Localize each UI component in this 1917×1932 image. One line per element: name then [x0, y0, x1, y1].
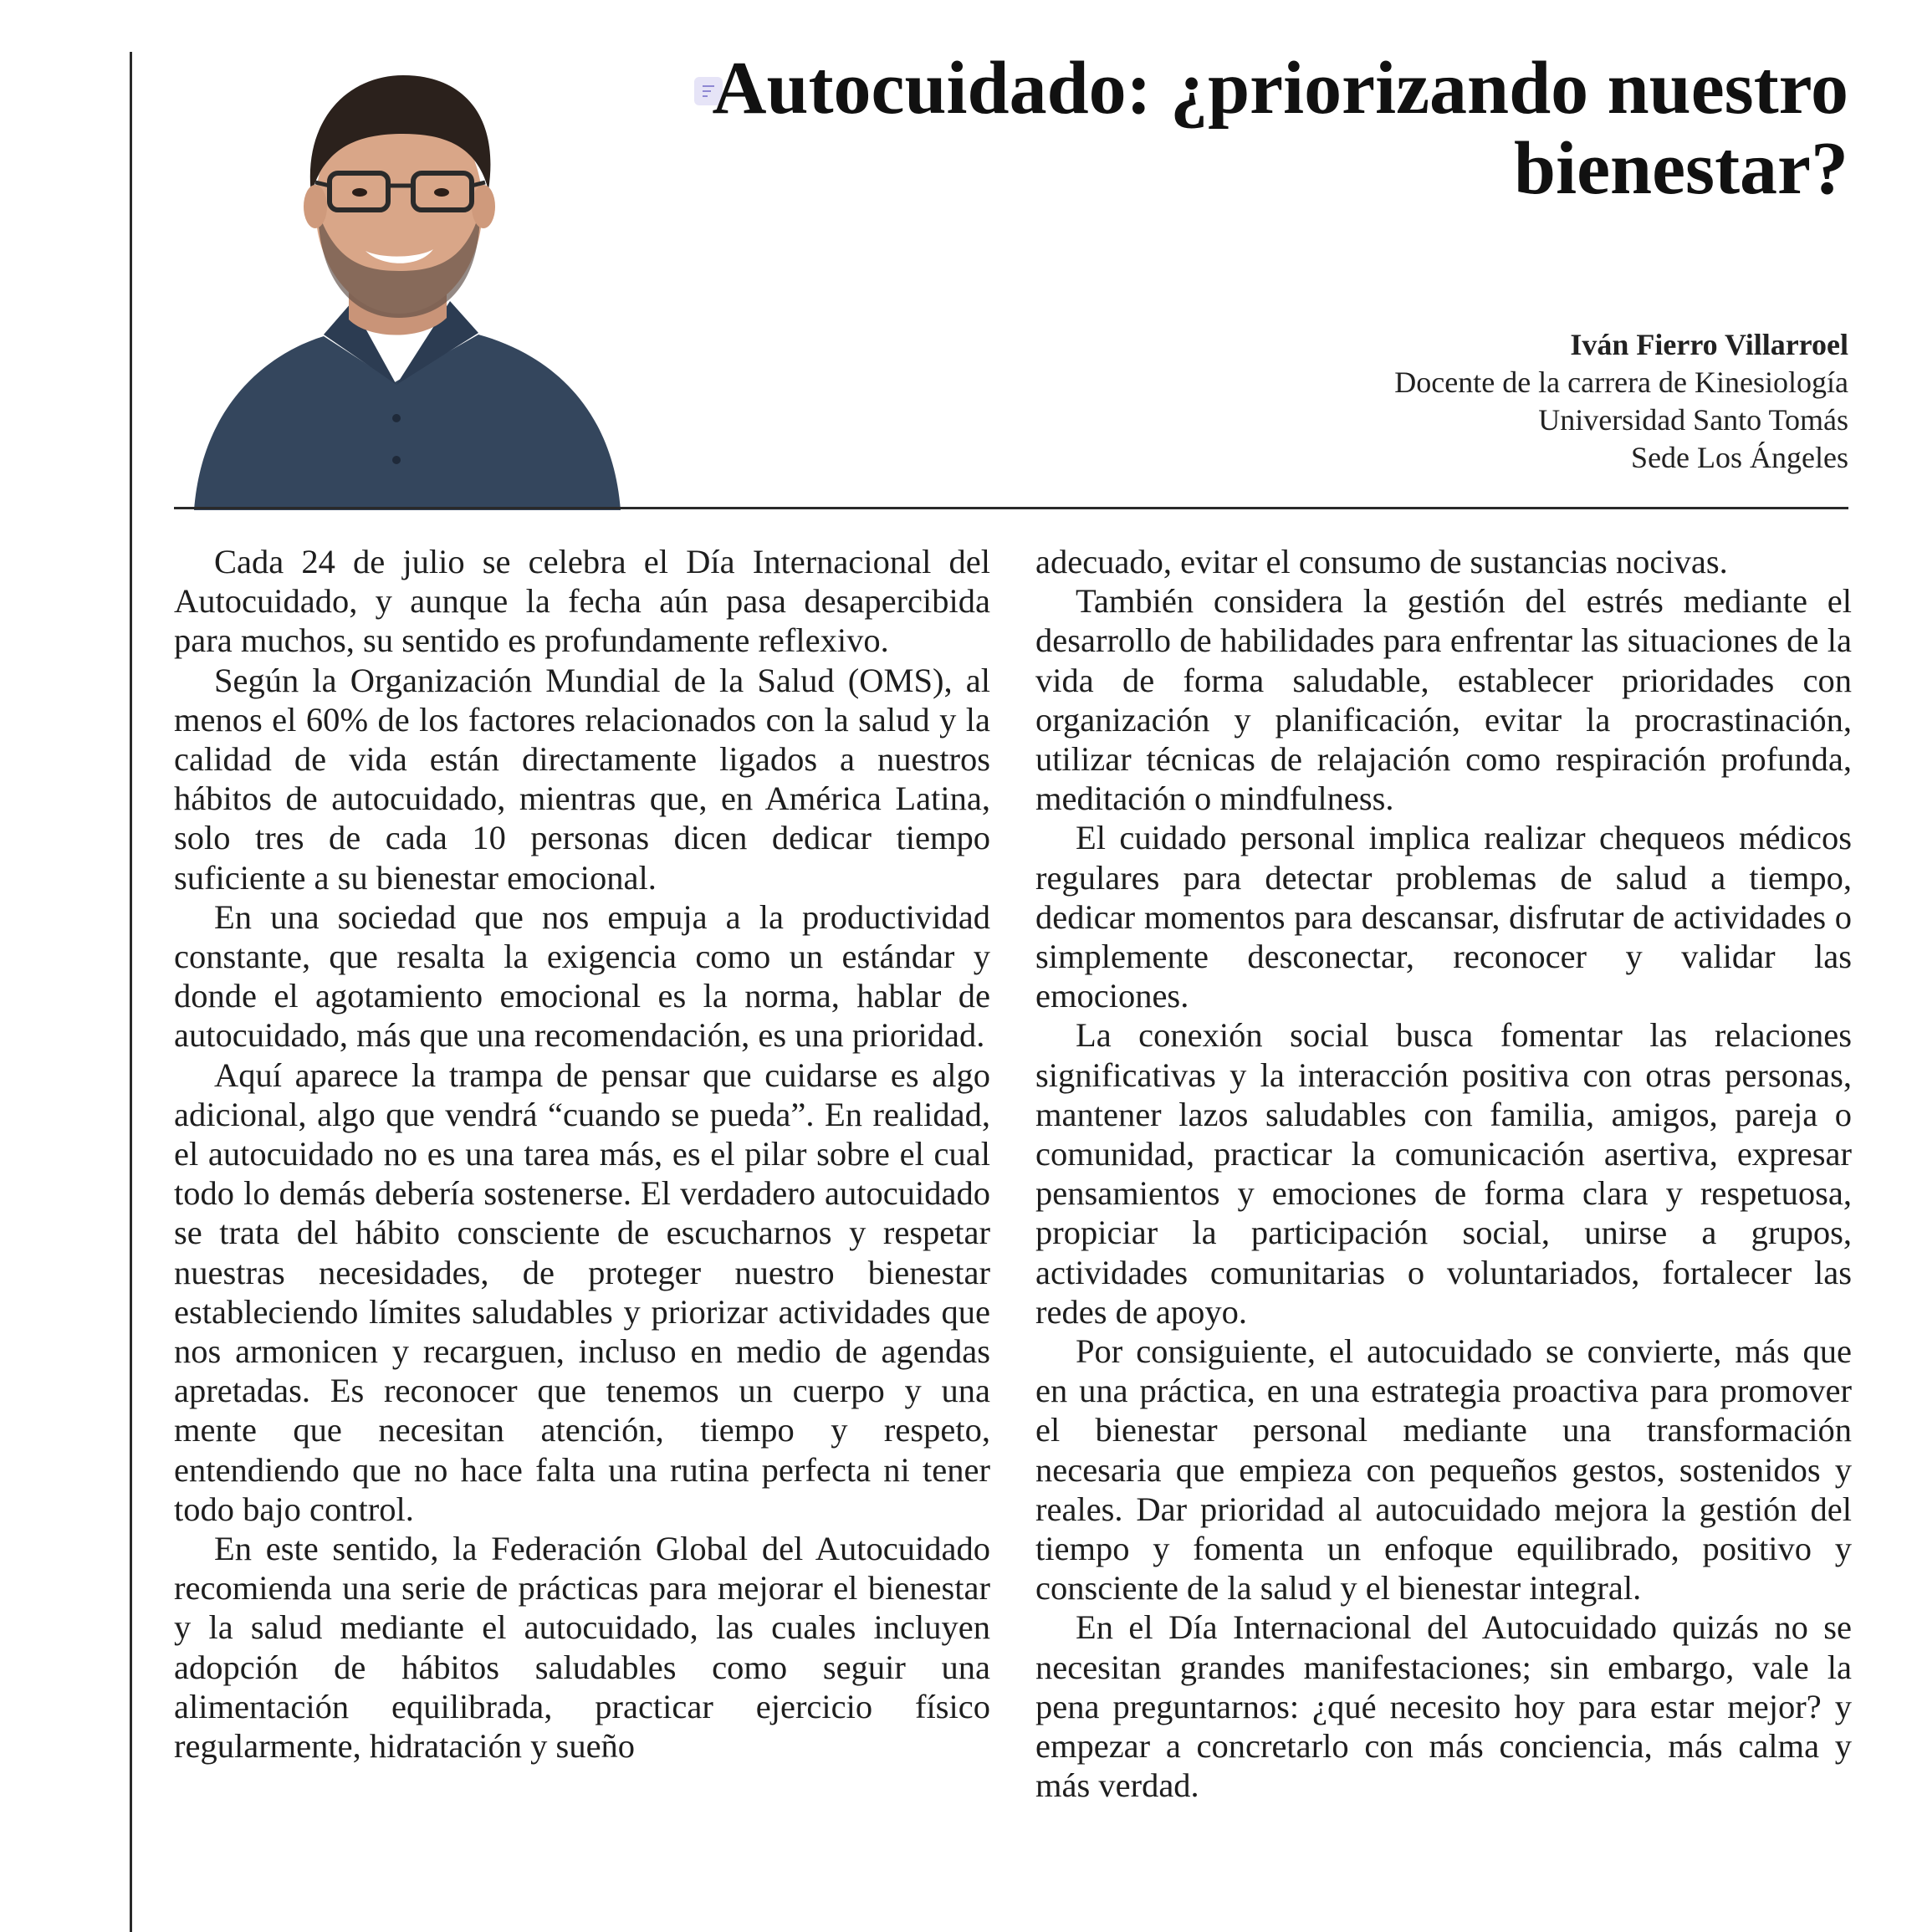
header-divider [174, 507, 1848, 509]
paragraph: Cada 24 de julio se celebra el Día Internacional del Autocuidado, y aunque la fecha aún pasa desapercibida para muchos, su sentido es profundamente reflexivo. [174, 543, 990, 660]
paragraph: En el Día Internacional del Autocuidado quizás no se necesitan grandes manifestaciones; sin embargo, vale la pena preguntarnos: ¿qué necesito hoy para estar mejor? y empezar a concretarlo con más conciencia, más calma y más verdad. [1035, 1608, 1852, 1805]
author-name: Iván Fierro Villarroel [1570, 328, 1848, 361]
article-column-left [174, 542, 990, 1766]
paragraph: En este sentido, la Federación Global del Autocuidado recomienda una serie de prácticas para mejorar el bienestar y la salud mediante el autocuidado, las cuales incluyen adopción de hábitos saludables como seguir una alimentación equilibrada, practicar ejercicio físico regularmente, hidratación y sueño [174, 1530, 990, 1766]
author-byline [1394, 326, 1848, 477]
article-column-right [1035, 542, 1852, 1806]
paragraph: Por consiguiente, el autocuidado se convierte, más que en una práctica, en una estrategia proactiva para promover el bienestar personal mediante una transformación necesaria que empieza con pequeños gestos, sostenidos y reales. Dar prioridad al autocuidado mejora la gestión del tiempo y fomenta un enfoque equilibrado, positivo y consciente de la salud y el bienestar integral. [1035, 1332, 1852, 1607]
paragraph: El cuidado personal implica realizar chequeos médicos regulares para detectar problemas de salud a tiempo, dedicar momentos para descansar, disfrutar de actividades o simplemente desconectar, reconocer y validar las emociones. [1035, 819, 1852, 1015]
author-role: Docente de la carrera de Kinesiología [1394, 365, 1848, 399]
left-column-rule [130, 52, 132, 1932]
article-title: Autocuidado: ¿priorizando nuestro bienestar? [712, 47, 1848, 210]
author-campus: Sede Los Ángeles [1631, 441, 1848, 474]
paragraph: En una sociedad que nos empuja a la productividad constante, que resalta la exigencia como un estándar y donde el agotamiento emocional es la norma, hablar de autocuidado, más que una recomendación, es una prioridad. [174, 897, 990, 1055]
paragraph: También considera la gestión del estrés mediante el desarrollo de habilidades para enfrentar las situaciones de la vida de forma saludable, establecer prioridades con organización y planificación, evitar la procrastinación, utilizar técnicas de relajación como respiración profunda, meditación o mindfulness. [1035, 582, 1852, 818]
paragraph: Según la Organización Mundial de la Salud (OMS), al menos el 60% de los factores relacionados con la salud y la calidad de vida están directamente ligados a nuestros hábitos de autocuidado, mientras que, en América Latina, solo tres de cada 10 personas dicen dedicar tiempo suficiente a su bienestar emocional. [174, 661, 990, 897]
paragraph: Aquí aparece la trampa de pensar que cuidarse es algo adicional, algo que vendrá “cuando se pueda”. En realidad, el autocuidado no es una tarea más, es el pilar sobre el cual todo lo demás debería sostenerse. El verdadero autocuidado se trata del hábito consciente de escucharnos y respetar nuestras necesidades, de proteger nuestro bienestar estableciendo límites saludables y priorizar actividades que nos armonicen y recarguen, incluso en medio de agendas apretadas. Es reconocer que tenemos un cuerpo y una mente que necesitan atención, tiempo y respeto, entendiendo que no hace falta una rutina perfecta ni tener todo bajo control. [174, 1055, 990, 1528]
paragraph: La conexión social busca fomentar las relaciones significativas y la interacción positiva con otras personas, mantener lazos saludables con familia, amigos, pareja o comunidad, practicar la comunicación asertiva, expresar pensamientos y emociones de forma clara y respetuosa, propiciar la participación social, unirse a grupos, actividades comunitarias o voluntariados, fortalecer las redes de apoyo. [1035, 1016, 1852, 1331]
author-institution: Universidad Santo Tomás [1538, 403, 1848, 437]
author-photo [177, 52, 629, 510]
paragraph: adecuado, evitar el consumo de sustancias nocivas. [1035, 543, 1728, 580]
